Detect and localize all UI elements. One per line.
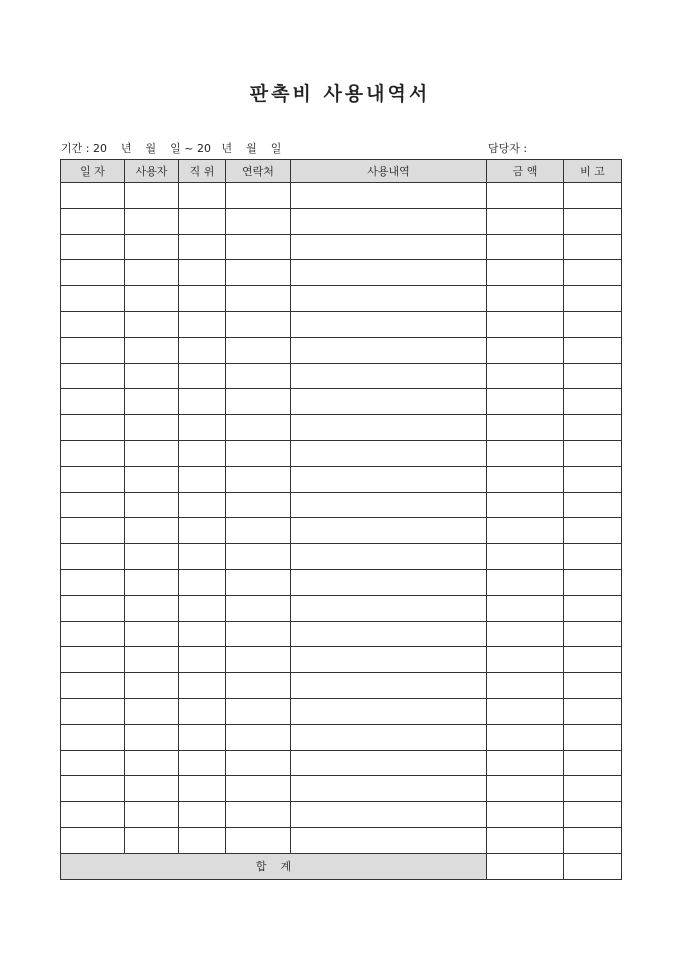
contact-cell[interactable] <box>226 466 291 492</box>
user-cell[interactable] <box>125 492 179 518</box>
position-cell[interactable] <box>179 208 226 234</box>
date-cell[interactable] <box>61 518 125 544</box>
table-row <box>61 337 622 363</box>
date-cell[interactable] <box>61 827 125 853</box>
user-cell[interactable] <box>125 183 179 209</box>
usage-details-cell[interactable] <box>291 363 487 389</box>
user-cell[interactable] <box>125 415 179 441</box>
date-cell[interactable] <box>61 724 125 750</box>
user-cell[interactable] <box>125 673 179 699</box>
date-cell[interactable] <box>61 595 125 621</box>
header-position: 직 위 <box>179 160 226 183</box>
remarks-cell[interactable] <box>564 698 622 724</box>
total-row <box>61 853 622 879</box>
date-cell[interactable] <box>61 673 125 699</box>
amount-cell[interactable] <box>487 492 564 518</box>
amount-cell[interactable] <box>487 208 564 234</box>
contact-cell[interactable] <box>226 183 291 209</box>
position-cell[interactable] <box>179 544 226 570</box>
contact-cell[interactable] <box>226 286 291 312</box>
contact-cell[interactable] <box>226 673 291 699</box>
position-cell[interactable] <box>179 776 226 802</box>
header-usage-details: 사용내역 <box>291 160 487 183</box>
date-cell[interactable] <box>61 802 125 828</box>
remarks-cell[interactable] <box>564 363 622 389</box>
position-cell[interactable] <box>179 337 226 363</box>
position-cell[interactable] <box>179 647 226 673</box>
usage-details-cell[interactable] <box>291 260 487 286</box>
contact-cell[interactable] <box>226 415 291 441</box>
user-cell[interactable] <box>125 466 179 492</box>
remarks-cell[interactable] <box>564 234 622 260</box>
user-cell[interactable] <box>125 440 179 466</box>
position-cell[interactable] <box>179 183 226 209</box>
user-cell[interactable] <box>125 518 179 544</box>
contact-cell[interactable] <box>226 724 291 750</box>
user-cell[interactable] <box>125 260 179 286</box>
remarks-cell[interactable] <box>564 518 622 544</box>
date-cell[interactable] <box>61 337 125 363</box>
user-cell[interactable] <box>125 544 179 570</box>
position-cell[interactable] <box>179 750 226 776</box>
amount-cell[interactable] <box>487 569 564 595</box>
usage-details-cell[interactable] <box>291 750 487 776</box>
user-cell[interactable] <box>125 234 179 260</box>
table-row <box>61 544 622 570</box>
usage-details-cell[interactable] <box>291 802 487 828</box>
contact-cell[interactable] <box>226 698 291 724</box>
date-cell[interactable] <box>61 621 125 647</box>
amount-cell[interactable] <box>487 415 564 441</box>
usage-details-cell[interactable] <box>291 621 487 647</box>
amount-cell[interactable] <box>487 595 564 621</box>
usage-details-cell[interactable] <box>291 466 487 492</box>
position-cell[interactable] <box>179 569 226 595</box>
contact-cell[interactable] <box>226 208 291 234</box>
contact-cell[interactable] <box>226 621 291 647</box>
contact-cell[interactable] <box>226 363 291 389</box>
user-cell[interactable] <box>125 802 179 828</box>
user-cell[interactable] <box>125 208 179 234</box>
amount-cell[interactable] <box>487 337 564 363</box>
remarks-cell[interactable] <box>564 724 622 750</box>
remarks-cell[interactable] <box>564 440 622 466</box>
amount-cell[interactable] <box>487 698 564 724</box>
amount-cell[interactable] <box>487 621 564 647</box>
date-cell[interactable] <box>61 183 125 209</box>
table-row <box>61 286 622 312</box>
user-cell[interactable] <box>125 724 179 750</box>
table-row <box>61 183 622 209</box>
table-row <box>61 492 622 518</box>
date-cell[interactable] <box>61 440 125 466</box>
amount-cell[interactable] <box>487 286 564 312</box>
table-row <box>61 776 622 802</box>
amount-cell[interactable] <box>487 724 564 750</box>
usage-details-cell[interactable] <box>291 595 487 621</box>
date-cell[interactable] <box>61 234 125 260</box>
date-cell[interactable] <box>61 750 125 776</box>
usage-details-cell[interactable] <box>291 673 487 699</box>
table-row <box>61 698 622 724</box>
usage-details-cell[interactable] <box>291 415 487 441</box>
date-cell[interactable] <box>61 286 125 312</box>
usage-details-cell[interactable] <box>291 698 487 724</box>
contact-cell[interactable] <box>226 337 291 363</box>
remarks-cell[interactable] <box>564 621 622 647</box>
usage-details-cell[interactable] <box>291 311 487 337</box>
amount-cell[interactable] <box>487 827 564 853</box>
position-cell[interactable] <box>179 466 226 492</box>
remarks-cell[interactable] <box>564 311 622 337</box>
remarks-cell[interactable] <box>564 750 622 776</box>
expense-table <box>60 159 622 880</box>
table-header-row <box>61 160 622 183</box>
header-amount: 금 액 <box>487 160 564 183</box>
table-row <box>61 466 622 492</box>
contact-cell[interactable] <box>226 647 291 673</box>
usage-details-cell[interactable] <box>291 544 487 570</box>
remarks-cell[interactable] <box>564 337 622 363</box>
table-row <box>61 724 622 750</box>
contact-cell[interactable] <box>226 492 291 518</box>
date-cell[interactable] <box>61 698 125 724</box>
table-row <box>61 673 622 699</box>
amount-cell[interactable] <box>487 183 564 209</box>
remarks-cell[interactable] <box>564 208 622 234</box>
date-cell[interactable] <box>61 466 125 492</box>
remarks-cell[interactable] <box>564 776 622 802</box>
user-cell[interactable] <box>125 363 179 389</box>
contact-cell[interactable] <box>226 750 291 776</box>
amount-cell[interactable] <box>487 234 564 260</box>
remarks-cell[interactable] <box>564 286 622 312</box>
position-cell[interactable] <box>179 673 226 699</box>
position-cell[interactable] <box>179 234 226 260</box>
usage-details-cell[interactable] <box>291 286 487 312</box>
total-label: 합 계 <box>61 853 487 879</box>
table-row <box>61 311 622 337</box>
date-cell[interactable] <box>61 389 125 415</box>
position-cell[interactable] <box>179 389 226 415</box>
date-cell[interactable] <box>61 569 125 595</box>
header-contact: 연락처 <box>226 160 291 183</box>
remarks-cell[interactable] <box>564 673 622 699</box>
position-cell[interactable] <box>179 440 226 466</box>
position-cell[interactable] <box>179 621 226 647</box>
table-row <box>61 363 622 389</box>
user-cell[interactable] <box>125 595 179 621</box>
amount-cell[interactable] <box>487 440 564 466</box>
position-cell[interactable] <box>179 518 226 544</box>
date-cell[interactable] <box>61 415 125 441</box>
amount-cell[interactable] <box>487 363 564 389</box>
amount-cell[interactable] <box>487 389 564 415</box>
user-cell[interactable] <box>125 750 179 776</box>
table-row <box>61 234 622 260</box>
amount-cell[interactable] <box>487 802 564 828</box>
user-cell[interactable] <box>125 389 179 415</box>
remarks-cell[interactable] <box>564 389 622 415</box>
contact-cell[interactable] <box>226 827 291 853</box>
usage-details-cell[interactable] <box>291 389 487 415</box>
remarks-cell[interactable] <box>564 827 622 853</box>
usage-details-cell[interactable] <box>291 183 487 209</box>
user-cell[interactable] <box>125 311 179 337</box>
position-cell[interactable] <box>179 698 226 724</box>
remarks-cell[interactable] <box>564 415 622 441</box>
user-cell[interactable] <box>125 827 179 853</box>
usage-details-cell[interactable] <box>291 569 487 595</box>
contact-cell[interactable] <box>226 569 291 595</box>
table-row <box>61 802 622 828</box>
user-cell[interactable] <box>125 698 179 724</box>
usage-details-cell[interactable] <box>291 518 487 544</box>
position-cell[interactable] <box>179 415 226 441</box>
date-cell[interactable] <box>61 776 125 802</box>
date-cell[interactable] <box>61 492 125 518</box>
date-cell[interactable] <box>61 647 125 673</box>
table-row <box>61 389 622 415</box>
remarks-cell[interactable] <box>564 466 622 492</box>
usage-details-cell[interactable] <box>291 208 487 234</box>
user-cell[interactable] <box>125 647 179 673</box>
user-cell[interactable] <box>125 776 179 802</box>
usage-details-cell[interactable] <box>291 647 487 673</box>
date-cell[interactable] <box>61 311 125 337</box>
table-row <box>61 621 622 647</box>
contact-cell[interactable] <box>226 234 291 260</box>
position-cell[interactable] <box>179 260 226 286</box>
total-remarks-cell[interactable] <box>564 853 622 879</box>
contact-cell[interactable] <box>226 595 291 621</box>
usage-details-cell[interactable] <box>291 492 487 518</box>
date-cell[interactable] <box>61 544 125 570</box>
position-cell[interactable] <box>179 286 226 312</box>
amount-cell[interactable] <box>487 311 564 337</box>
period-label: 기간 : 20 년 월 일 ~ 20 년 월 일 <box>61 142 282 155</box>
usage-details-cell[interactable] <box>291 724 487 750</box>
table-row <box>61 208 622 234</box>
contact-cell[interactable] <box>226 260 291 286</box>
header-remarks: 비 고 <box>564 160 622 183</box>
table-row <box>61 440 622 466</box>
table-row <box>61 569 622 595</box>
remarks-cell[interactable] <box>564 544 622 570</box>
usage-details-cell[interactable] <box>291 776 487 802</box>
position-cell[interactable] <box>179 595 226 621</box>
total-amount-cell[interactable] <box>487 853 564 879</box>
table-row <box>61 595 622 621</box>
amount-cell[interactable] <box>487 776 564 802</box>
usage-details-cell[interactable] <box>291 827 487 853</box>
contact-cell[interactable] <box>226 544 291 570</box>
table-row <box>61 827 622 853</box>
amount-cell[interactable] <box>487 466 564 492</box>
remarks-cell[interactable] <box>564 647 622 673</box>
date-cell[interactable] <box>61 363 125 389</box>
table-row <box>61 260 622 286</box>
contact-cell[interactable] <box>226 311 291 337</box>
position-cell[interactable] <box>179 827 226 853</box>
remarks-cell[interactable] <box>564 492 622 518</box>
position-cell[interactable] <box>179 311 226 337</box>
position-cell[interactable] <box>179 363 226 389</box>
remarks-cell[interactable] <box>564 260 622 286</box>
contact-cell[interactable] <box>226 518 291 544</box>
usage-details-cell[interactable] <box>291 234 487 260</box>
user-cell[interactable] <box>125 569 179 595</box>
table-row <box>61 518 622 544</box>
contact-cell[interactable] <box>226 802 291 828</box>
amount-cell[interactable] <box>487 544 564 570</box>
table-row <box>61 415 622 441</box>
position-cell[interactable] <box>179 724 226 750</box>
usage-details-cell[interactable] <box>291 337 487 363</box>
usage-details-cell[interactable] <box>291 440 487 466</box>
remarks-cell[interactable] <box>564 802 622 828</box>
remarks-cell[interactable] <box>564 569 622 595</box>
contact-cell[interactable] <box>226 440 291 466</box>
remarks-cell[interactable] <box>564 183 622 209</box>
amount-cell[interactable] <box>487 647 564 673</box>
amount-cell[interactable] <box>487 750 564 776</box>
contact-cell[interactable] <box>226 389 291 415</box>
table-row <box>61 647 622 673</box>
user-cell[interactable] <box>125 621 179 647</box>
position-cell[interactable] <box>179 802 226 828</box>
amount-cell[interactable] <box>487 260 564 286</box>
amount-cell[interactable] <box>487 518 564 544</box>
manager-label: 담당자 : <box>488 142 528 155</box>
table-row <box>61 750 622 776</box>
document-title: 판촉비 사용내역서 <box>249 83 431 105</box>
header-user: 사용자 <box>125 160 179 183</box>
date-cell[interactable] <box>61 208 125 234</box>
position-cell[interactable] <box>179 492 226 518</box>
date-cell[interactable] <box>61 260 125 286</box>
amount-cell[interactable] <box>487 673 564 699</box>
user-cell[interactable] <box>125 337 179 363</box>
remarks-cell[interactable] <box>564 595 622 621</box>
header-date: 일 자 <box>61 160 125 183</box>
user-cell[interactable] <box>125 286 179 312</box>
contact-cell[interactable] <box>226 776 291 802</box>
